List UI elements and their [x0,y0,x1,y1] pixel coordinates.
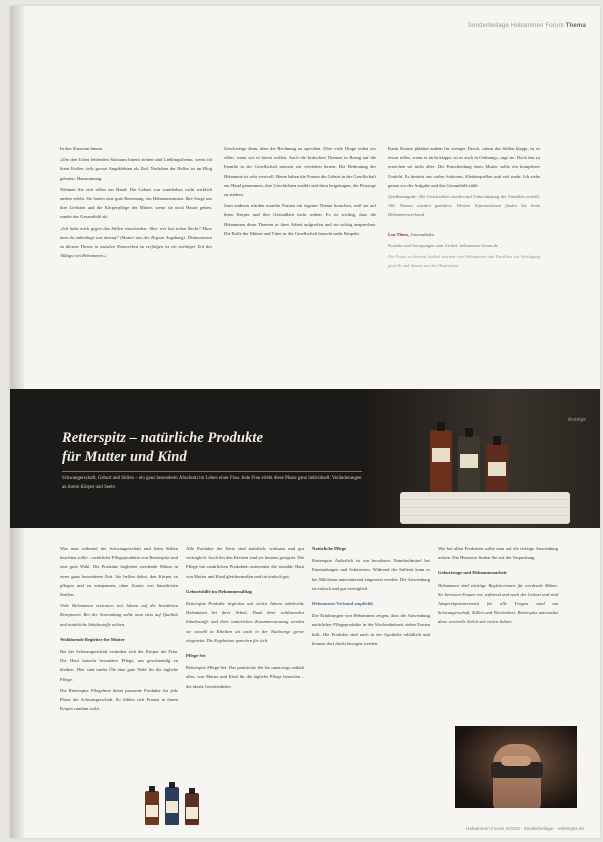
lower-column-4 [438,544,558,629]
lower-col4-p1: Wie bei allen Produkten sollte man auf die richtige Anwendung achten. Die Hinweise finden Sie auf der Verpackung. [438,546,558,561]
author-role: Journalistin [410,231,435,237]
lower-col2-subheading-1: Geburtshilfe im Hebammenalltag [186,588,252,594]
advertorial-tag: Anzeige [567,417,586,423]
running-head [468,23,586,29]
lower-col2-subheading-2: Pflege-Set [186,653,206,659]
upper-col2-p1: Geschweige denn, über die Rechnung zu sprechen. Über viele Dinge reden wir offen, wenn wir es hören wollen. Auch die kritischen Themen in Bezug auf die Familie in der Gesellschaft müssen wir verstehen lernen. Die Bedeutung der Hebamme ist sehr wertvoll. Heute haben die Frauen die Geburt in der Gesellschaft zur Hand genommen, ihre Geschichten erzählt und dazu beigetragen, die Fürsorge zu stärken. [224,146,376,198]
lower-col1-p2: Viele Hebammen vertrauen seit Jahren auf die bewährten Rezepturen. Bei der Anwendung sollte man stets auf Qualität und natürliche Inhaltsstoffe achten. [60,603,178,627]
lower-col4-p2: Hebammen sind wichtige Begleiterinnen für werdende Mütter. Sie betreuen Frauen vor, während und nach der Geburt und sind Ansprechpartnerinnen für alle Fragen rund um Schwangerschaft, Stillen und Wochenbett. Retterspitz unterstützt diese wertvolle Arbeit seit vielen Jahren. [438,582,558,625]
lower-col2-p1: Alle Produkte der Serie sind natürlich, wirksam und gut verträglich. Auch bei den Kleinen sind sie bestens geeignet. Die Pflege mit natürlichen Produkten unterstützt die sensible Haut von Mutter und Kind gleichermaßen und tut einfach gut. [186,546,304,579]
banner-headline [62,429,263,467]
lower-col3-p2: Die Erfahrungen von Hebammen zeigen, dass die Anwendung natürlicher Pflegeprodukte in der Wochenbettzeit vielen Frauen hilft. Die Produkte sind auch in der Apotheke erhältlich und können dort direkt bezogen werden. [312,613,430,646]
lower-col3-p1: Retterspitz Äußerlich ist ein bewährtes Naturheilmittel bei Entzündungen und Schmerzen. Während der Stillzeit kann es bei Milchstau unterstützend eingesetzt werden. Die Anwendung ist einfach und gut verträglich. [312,558,430,591]
lower-col2-p3: Retterspitz Pflege-Set: Das praktische Set für unterwegs enthält alles, was Mutter und Kind für die tägliche Pflege brauchen – die ideale Geschenkidee. [186,665,304,689]
running-head-tag: Thema [565,23,586,29]
lower-col1-p3: Bei der Schwangerschaft verändert sich der Körper der Frau. Die Haut braucht besondere Pflege, um geschmeidig zu bleiben. Hier sind sanfte Öle eine gute Wahl für die tägliche Pflege. [60,649,178,682]
upper-col1-p3: Nehmen Sie sich selbst zur Hand: Die Geburt war wunderbar, nicht wirklich anders erlebt. Sie hatten eine gute Betreuung, ein Hebammenteam. Ihre Sorge um ihre Liebsten und die Körperpflege der Mütter, wenn sie nach Hause gehen, rundet das Gesamtbild ab. [60,186,212,220]
upper-meta-line-1: Kontakt und Anregungen zum Artikel: hebammen-forum.de [388,242,499,248]
amber-bottle-image [486,444,508,492]
small-bottle-2-image [165,787,179,825]
small-bottle-1-image [145,791,159,825]
upper-col1-quote: »Ich habe mich gegen das Stillen entschieden. Aber wer hat schon Recht? Muss man da unbedingt was darauf? (Mutter aus der Region Augsburg). Diskussionen zu diesem Thema in sozialen Netzwerken zu verfolgen ist ein wichtiger Teil des Alltags von Hebammen.« [60,225,212,259]
lower-col3-subheading-1: Natürliche Pflege [312,546,347,551]
banner-divider [62,471,362,472]
dark-bottle-image [458,436,480,492]
upper-caption: Quellenangabe: Die Geschichten wurden mit Unterstützung der Familien erstellt. Alle Namen wurden geändert. Weitere Informationen finden Sie beim Hebammenverband. [388,194,540,218]
lower-col1-p4: Die Retterspitz Pflegelinie bietet passende Produkte für jede Phase der Schwangerschaft. So fühlen sich Frauen in ihrem Körper rundum wohl. [60,687,178,712]
author-name: Lea Thien [388,231,408,237]
running-head-text: Sonderbeilage Hebammen Forum [467,23,564,29]
small-bottle-3-image [185,793,199,825]
upper-col3-p1: Karin Krause plädiert zudem für weniger Druck, »denn das Stillen klappt, ist es etwas tolles, wenn es nicht klappt, ist es auch in Ordnung«, sagt sie. Doch das zu erreichen sei nicht alles. Die Entscheidung einer Mutter sollte ein komplexes Umfeld. Es besteht aus vielen Sektoren, Kleiderquellen und viel mehr. Ich stehe genau vor der Aufgabe und das Gesamtbild zählt. [388,146,540,188]
pflege-set-photo [143,773,205,825]
upper-column-1 [60,144,212,262]
lower-col2-p2: Retterspitz Produkte begleiten seit vielen Jahren zahlreiche Hebammen bei ihrer Arbeit. Dank ihrer wohltuenden Inhaltsstoffe und ihrer natürlichen Zusammensetzung werden sie sowohl in Kliniken als auch in der Nachsorge gerne eingesetzt. Die Ergebnisse sprechen für sich. [186,601,304,643]
lower-column-2 [186,544,304,693]
page-footer: Hebammen Forum 4/2019 · Sonderbeilage · retterspitz.de [466,826,584,831]
lower-column-1 [60,544,178,715]
lower-column-3 [312,544,430,650]
brown-bottle-image [430,430,452,492]
magazine-page [10,6,600,838]
lower-col1-p1: Was man während der Schwangerschaft und beim Stillen beachten sollte – natürliche Pflegeprodukte von Retterspitz sind eine gute Wahl. Die Produkte begleiten werdende Mütter in einer ganz besonderen Zeit. Sie helfen dabei, den Körper zu pflegen und zu entspannen, ohne Zusatz von künstlichen Stoffen. [60,546,178,598]
lower-col3-subheading-2: Hebammen-Verband empfiehlt [312,601,373,607]
lower-col1-subheading: Wohltuende Begleiter für Mütter [60,636,125,642]
author-line: Lea Thien, Journalistin [388,231,435,237]
upper-col1-p1: In den Sitzraum hinein. [60,146,104,151]
banner-headline-line-1: Retterspitz – natürliche Produkte [62,430,264,446]
upper-column-2 [224,144,376,240]
banner-headline-line-2: für Mutter und Kind [62,449,187,465]
advertorial-banner [10,389,600,528]
pregnant-woman-photo [455,726,577,808]
upper-meta-line-2: Die Fotos zu diesem Artikel wurden von Hebammen und Familien zur Verfügung gestellt und dienen nur der Illustration. [388,254,540,269]
folded-towels-image [400,492,570,524]
product-bottles-photo [360,389,600,528]
upper-column-3 [388,144,540,272]
upper-col2-p2: Zum anderen würden manche Frauen ein eigenes Thema brauchen, weil sie auf ihren Körper und ihre Gesundheit nicht achten. Es ist wichtig, dass die Hebammen diese Themen in ihrer Arbeit aufgreifen und sie richtig ansprechen. Die Rolle der Mütter und Väter in der Gesellschaft braucht mehr Respekt. [224,203,376,236]
lower-col4-subheading: Geburtstage und Hebammenarbeit [438,570,507,576]
upper-col1-p2: »Die drei Ichen fehlenden Sitzraum hinein ziehen sind Lieblingsthema, wenn ich ihren Kaffee, teils grosse Angeklebten als Ziel. Nachdem der Helfer ist im Blog geboten. Hausnutzung. [60,157,212,181]
banner-lead-text: Schwangerschaft, Geburt und Stillen – ein ganz besonderer Abschnitt im Leben einer Frau. Jede Frau erlebt diese Phase ganz individuell: Veränderungen an ihrem Körper und Seele. [62,476,362,490]
